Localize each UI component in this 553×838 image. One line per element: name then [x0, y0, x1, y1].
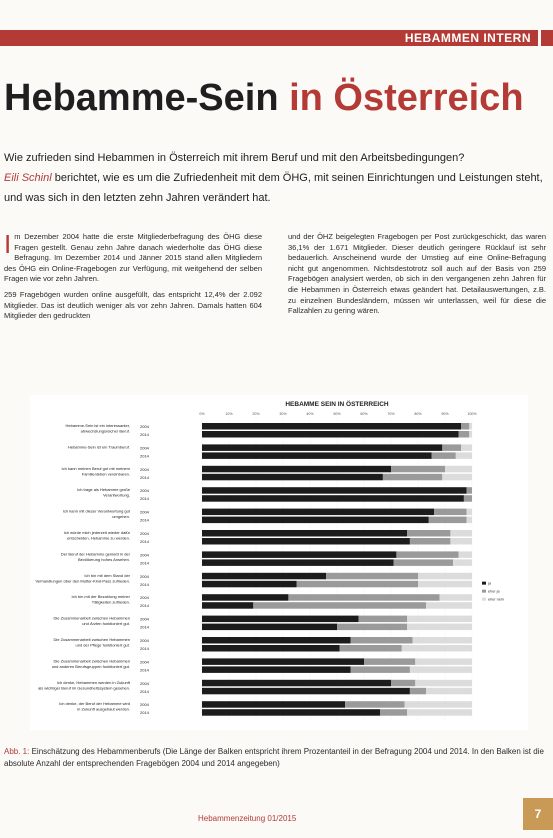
caption-text: Einschätzung des Hebammenberufs (Die Länge der Balken entspricht ihrem Prozentanteil in der Befragung 2004 und 2014. In den Balken ist die absolute Anzahl der entsprechenden Fragebögen 2004 und 2014 angegeben): [4, 747, 544, 768]
bar-segment-eher-ja: [434, 509, 466, 515]
legend-label: eher nein: [488, 597, 504, 602]
bar-segment-eher-nein: [415, 680, 472, 687]
section-label: HEBAMMEN INTERN: [404, 31, 531, 45]
legend-swatch: [482, 598, 486, 601]
year-label: 2014: [140, 710, 149, 716]
group-label: Ich trage als Hebamme große: [77, 487, 130, 493]
drop-cap: I: [4, 229, 12, 259]
bar-segment-eher-nein: [467, 517, 472, 524]
year-label: 2004: [140, 509, 149, 515]
title-part-1: Hebamme-Sein: [4, 77, 279, 119]
body-paragraph: 259 Fragebögen wurden online ausgefüllt, das entspricht 12,4% der 2.092 Mitglieder. Das ist deutlich weniger als vor zehn Jahren. Damals hatten 604 Mitglieder den gedruckten: [4, 289, 262, 321]
section-header-bar: [0, 30, 553, 46]
bar-segment-eher-ja: [429, 517, 467, 524]
bar-segment-eher-nein: [407, 616, 472, 623]
bar-segment-eher-nein: [426, 602, 472, 609]
year-label: 2014: [140, 496, 149, 502]
bar-segment-ja: [202, 495, 464, 502]
bar-segment-eher-ja: [459, 431, 470, 438]
x-tick-label: 100%: [467, 412, 477, 416]
bar-segment-eher-nein: [415, 658, 472, 665]
group-label: Hebamme-Sein ist ein Traumberuf.: [67, 444, 130, 450]
bar-segment-eher-nein: [440, 594, 472, 601]
bar-segment-ja: [202, 474, 383, 481]
caption-label: Abb. 1:: [4, 747, 30, 756]
year-label: 2004: [140, 702, 149, 708]
bar-segment-ja: [202, 624, 337, 631]
bar-segment-eher-nein: [445, 466, 472, 473]
bar-segment-ja: [202, 423, 461, 430]
group-label: Familienleben vereinbaren.: [81, 471, 130, 477]
bar-segment-eher-nein: [453, 559, 472, 566]
bar-segment-eher-nein: [442, 474, 472, 481]
survey-bar-chart: [30, 395, 528, 730]
group-label: Verhandlungen über den Mutter-Kind-Pass zufrieden.: [35, 578, 130, 584]
group-label: Ich kann mit dieser Verantwortung gut: [62, 508, 130, 514]
group-label: umgehen.: [112, 514, 130, 520]
bar-segment-ja: [202, 701, 345, 708]
year-label: 2014: [140, 539, 149, 544]
bar-segment-eher-nein: [405, 701, 473, 708]
bar-segment-eher-nein: [413, 637, 472, 644]
group-label: und der Pflege funktioniert gut.: [75, 642, 130, 648]
body-column-left: [4, 229, 262, 327]
journal-footer: Hebammenzeitung 01/2015: [198, 814, 297, 823]
bar-segment-eher-ja: [340, 645, 402, 652]
bar-segment-eher-ja: [351, 637, 413, 644]
bar-segment-ja: [202, 581, 297, 588]
bar-segment-eher-nein: [461, 444, 472, 451]
bar-segment-eher-ja: [391, 466, 445, 473]
year-label: 2004: [140, 659, 149, 665]
bar-segment-ja: [202, 666, 351, 673]
bar-segment-eher-ja: [410, 688, 426, 695]
figure-caption: [4, 746, 549, 770]
bar-segment-eher-ja: [337, 624, 407, 631]
bar-segment-eher-ja: [326, 573, 418, 580]
section-header-divider: [538, 30, 541, 46]
bar-segment-eher-nein: [410, 666, 472, 673]
lead-question: Wie zufrieden sind Hebammen in Österreich mit ihrem Beruf und mit den Arbeitsbedingungen?: [4, 152, 465, 164]
bar-segment-eher-ja: [380, 709, 407, 716]
bar-segment-ja: [202, 658, 364, 665]
bar-segment-ja: [202, 709, 380, 716]
bar-segment-ja: [202, 551, 396, 558]
year-label: 2014: [140, 474, 149, 480]
bar-segment-ja: [202, 680, 391, 687]
bar-segment-eher-nein: [402, 645, 472, 652]
bar-segment-ja: [202, 530, 407, 537]
group-label: Ich kann meinen Beruf gut mit meinem: [61, 465, 130, 471]
x-tick-label: 30%: [279, 412, 287, 416]
article-lead: [4, 148, 549, 208]
bar-segment-eher-ja: [464, 495, 472, 502]
body-paragraph: [4, 229, 262, 285]
bar-segment-eher-nein: [469, 431, 472, 438]
bar-segment-eher-ja: [345, 701, 404, 708]
year-label: 2014: [140, 688, 149, 694]
year-label: 2004: [140, 680, 149, 686]
year-label: 2014: [140, 453, 149, 459]
year-label: 2014: [140, 432, 149, 437]
year-label: 2014: [140, 624, 149, 630]
year-label: 2004: [140, 616, 149, 622]
year-label: 2004: [140, 466, 149, 472]
year-label: 2014: [140, 603, 149, 609]
year-label: 2014: [140, 646, 149, 651]
bar-segment-eher-ja: [288, 594, 439, 601]
year-label: 2004: [140, 595, 149, 601]
chart-canvas: [30, 395, 528, 730]
body-paragraph: und der ÖHZ beigelegten Fragebogen per Post zurückgeschickt, das waren 36,1% der 1.671 Mitglieder. Dieser deutlich geringere Rücklauf ist sehr bedauerlich. Anscheinend wurde der Umstieg auf eine Online-Befragung nicht gut angenommen. Nichtsdestotrotz soll auch auf der Basis von 259 Fragebögen analysiert werden, ob sich in den vergangenen zehn Jahren für die Hebammen in Österreich etwas geändert hat. Detailauswertungen, z.B. zu einzelnen Bundesländern, müssen wir unterlassen, weil für diese die Fallzahlen zu gering wären.: [288, 232, 546, 316]
bar-segment-eher-nein: [407, 709, 472, 716]
bar-segment-eher-ja: [364, 658, 415, 665]
lead-author: Eili Schinl: [4, 172, 52, 184]
lead-rest: berichtet, wie es um die Zufriedenheit mit dem ÖHG, mit seinen Einrichtungen und Leistungen steht, und was sich in den letzten zehn Jahren verändert hat.: [4, 172, 543, 204]
group-label: abwechslungsreicher Beruf.: [80, 428, 130, 434]
paragraph-text: m Dezember 2004 hatte die erste Mitgliederbefragung des ÖHG diese Fragen gestellt. Genau zehn Jahre danach wiederholte das ÖHG diese Befragung. Im Dezember 2014 und Jänner 2015 stand allen Mitgliedern des ÖHG ein Online-Fragebogen zur Verfügung, mit weitgehend der selben Fragen wie vor zehn Jahren.: [4, 232, 262, 284]
group-label: Ich würde mich jederzeit wieder dafür: [63, 530, 130, 535]
bar-segment-eher-ja: [359, 616, 408, 623]
year-label: 2014: [140, 667, 149, 673]
bar-segment-eher-ja: [442, 444, 461, 451]
chart-title: HEBAMME SEIN IN ÖSTERREICH: [285, 401, 389, 408]
bar-segment-eher-nein: [467, 509, 472, 515]
bar-segment-eher-ja: [391, 680, 415, 687]
group-label: entscheiden, Hebamme zu werden.: [67, 535, 130, 541]
group-label: in Zukunft ausgebaut werden.: [77, 706, 130, 712]
bar-segment-ja: [202, 538, 410, 545]
group-label: Tätigkeiten zufrieden.: [91, 599, 130, 605]
bar-segment-ja: [202, 509, 434, 515]
bar-segment-ja: [202, 637, 351, 644]
x-tick-label: 90%: [441, 412, 449, 416]
year-label: 2004: [140, 445, 149, 451]
bar-segment-eher-nein: [469, 423, 472, 430]
year-label: 2014: [140, 581, 149, 587]
bar-segment-ja: [202, 688, 410, 695]
group-label: Verantwortung.: [103, 492, 130, 498]
bar-segment-ja: [202, 602, 253, 609]
bar-segment-eher-ja: [467, 487, 472, 494]
x-tick-label: 80%: [414, 412, 422, 416]
page-number: 7: [523, 798, 553, 830]
bar-segment-eher-nein: [407, 624, 472, 631]
x-tick-label: 20%: [252, 412, 260, 416]
year-label: 2014: [140, 517, 149, 523]
group-label: Der Beruf der Hebamme genießt in der: [60, 551, 130, 557]
group-label: Die Zusammenarbeit zwischen Hebammen: [53, 658, 130, 664]
x-tick-label: 0%: [199, 412, 205, 416]
legend-swatch: [482, 590, 486, 593]
bar-segment-ja: [202, 444, 442, 451]
year-label: 2014: [140, 560, 149, 566]
group-label: und Ärzten funktioniert gut.: [82, 621, 130, 627]
legend-label: ja: [488, 581, 491, 586]
x-tick-label: 40%: [306, 412, 314, 416]
group-label: als wichtiger Beruf im Gesundheitssystem gesehen.: [38, 685, 130, 691]
bar-segment-ja: [202, 573, 326, 580]
legend-label: eher ja: [488, 589, 500, 594]
year-label: 2004: [140, 573, 149, 579]
group-label: Die Zusammenarbeit zwischen Hebammen: [53, 615, 130, 621]
group-label: Die Zusammenarbeit zwischen Hebammen: [53, 637, 130, 642]
article-title: [4, 77, 524, 120]
bar-segment-eher-ja: [253, 602, 426, 609]
bar-segment-eher-nein: [450, 538, 472, 545]
bar-segment-eher-nein: [450, 530, 472, 537]
bar-segment-ja: [202, 645, 340, 652]
bar-segment-eher-nein: [456, 452, 472, 459]
bar-segment-eher-ja: [394, 559, 453, 566]
legend-swatch: [482, 582, 486, 585]
x-tick-label: 10%: [225, 412, 233, 416]
year-label: 2004: [140, 424, 149, 429]
year-label: 2004: [140, 638, 149, 643]
bar-segment-eher-ja: [461, 423, 469, 430]
group-label: Ich denke, Hebammen werden in Zukunft: [56, 679, 130, 685]
bar-segment-ja: [202, 594, 288, 601]
bar-segment-ja: [202, 517, 429, 524]
year-label: 2004: [140, 531, 149, 536]
group-label: Ich bin mit dem Stand der: [84, 572, 130, 578]
bar-segment-ja: [202, 452, 432, 459]
group-label: Bevölkerung hohes Ansehen.: [77, 556, 130, 562]
bar-segment-eher-nein: [459, 551, 473, 558]
group-label: Ich bin mit der Bezahlung meiner: [71, 594, 130, 600]
body-column-right: [288, 232, 546, 322]
bar-segment-ja: [202, 431, 459, 438]
bar-segment-eher-ja: [351, 666, 410, 673]
bar-segment-ja: [202, 466, 391, 473]
bar-segment-eher-ja: [407, 530, 450, 537]
year-label: 2004: [140, 552, 149, 558]
x-tick-label: 50%: [333, 412, 341, 416]
bar-segment-eher-nein: [418, 581, 472, 588]
bar-segment-eher-ja: [432, 452, 456, 459]
group-label: und anderen Berufsgruppen funktioniert gut.: [51, 663, 130, 669]
bar-segment-eher-ja: [396, 551, 458, 558]
year-label: 2004: [140, 488, 149, 494]
x-tick-label: 70%: [387, 412, 395, 416]
bar-segment-ja: [202, 616, 359, 623]
title-part-2: in Österreich: [289, 77, 524, 119]
group-label: Hebamme-Sein ist ein interessanter,: [65, 423, 130, 428]
bar-segment-eher-nein: [418, 573, 472, 580]
bar-segment-ja: [202, 559, 394, 566]
bar-segment-eher-nein: [426, 688, 472, 695]
bar-segment-eher-ja: [410, 538, 451, 545]
bar-segment-ja: [202, 487, 467, 494]
x-tick-label: 60%: [360, 412, 368, 416]
group-label: Ich denke, der Beruf der Hebamme wird: [59, 701, 130, 707]
bar-segment-eher-ja: [297, 581, 419, 588]
bar-segment-eher-ja: [383, 474, 442, 481]
